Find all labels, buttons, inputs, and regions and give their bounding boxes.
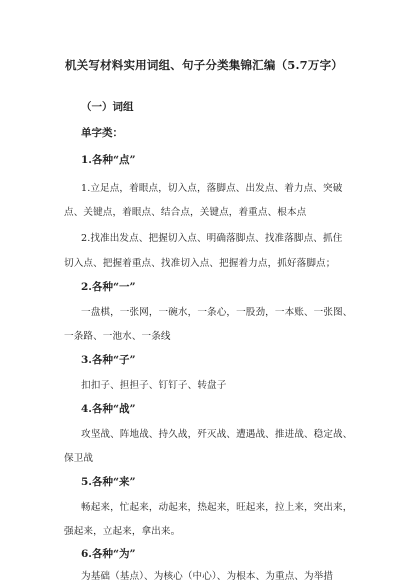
group-line: 切入点、把握着重点、找准切入点、把握着力点，抓好落脚点； [64,258,336,269]
group-line: 强起来，立起来，拿出来。 [64,526,181,537]
subsection-heading: 单字类： [81,127,123,139]
group-line: 一条路、一池水、一条线 [64,331,171,342]
group-line: 为基础（基点）、为核心（中心）、为根本、为重点、为举措 [81,571,334,582]
group-line: 扣扣子、担担子、钉钉子、转盘子 [81,380,227,391]
group-line: 2.找准出发点、把握切入点、明确落脚点、找准落脚点、抓住 [81,233,343,244]
group-line: 1.立足点，着眼点，切入点，落脚点、出发点、着力点、突破 [81,183,343,194]
group-heading-lai: 5.各种“来” [81,476,136,488]
group-line: 攻坚战、阵地战、持久战，歼灭战、遭遇战、推进战、稳定战、 [81,429,353,440]
group-heading-zi: 3.各种“子” [81,354,136,366]
group-heading-wei: 6.各种“为” [81,548,136,560]
group-line: 保卫战 [64,453,94,464]
group-line: 畅起来，忙起来，动起来，热起来，旺起来，拉上来，突出来， [81,502,353,513]
group-heading-yi: 2.各种“一” [81,281,136,293]
group-heading-dian: 1.各种“点” [81,154,136,166]
document-title: 机关写材料实用词组、句子分类集锦汇编（5.7万字） [64,58,343,72]
section-heading: （一）词组 [81,101,134,113]
group-line: 一盘棋，一张网，一碗水，一条心，一股劲，一本账、一张图、 [81,307,353,318]
group-heading-zhan: 4.各种“战” [81,403,136,415]
group-line: 点、关键点，着眼点、结合点，关键点，着重点、根本点 [64,207,307,218]
